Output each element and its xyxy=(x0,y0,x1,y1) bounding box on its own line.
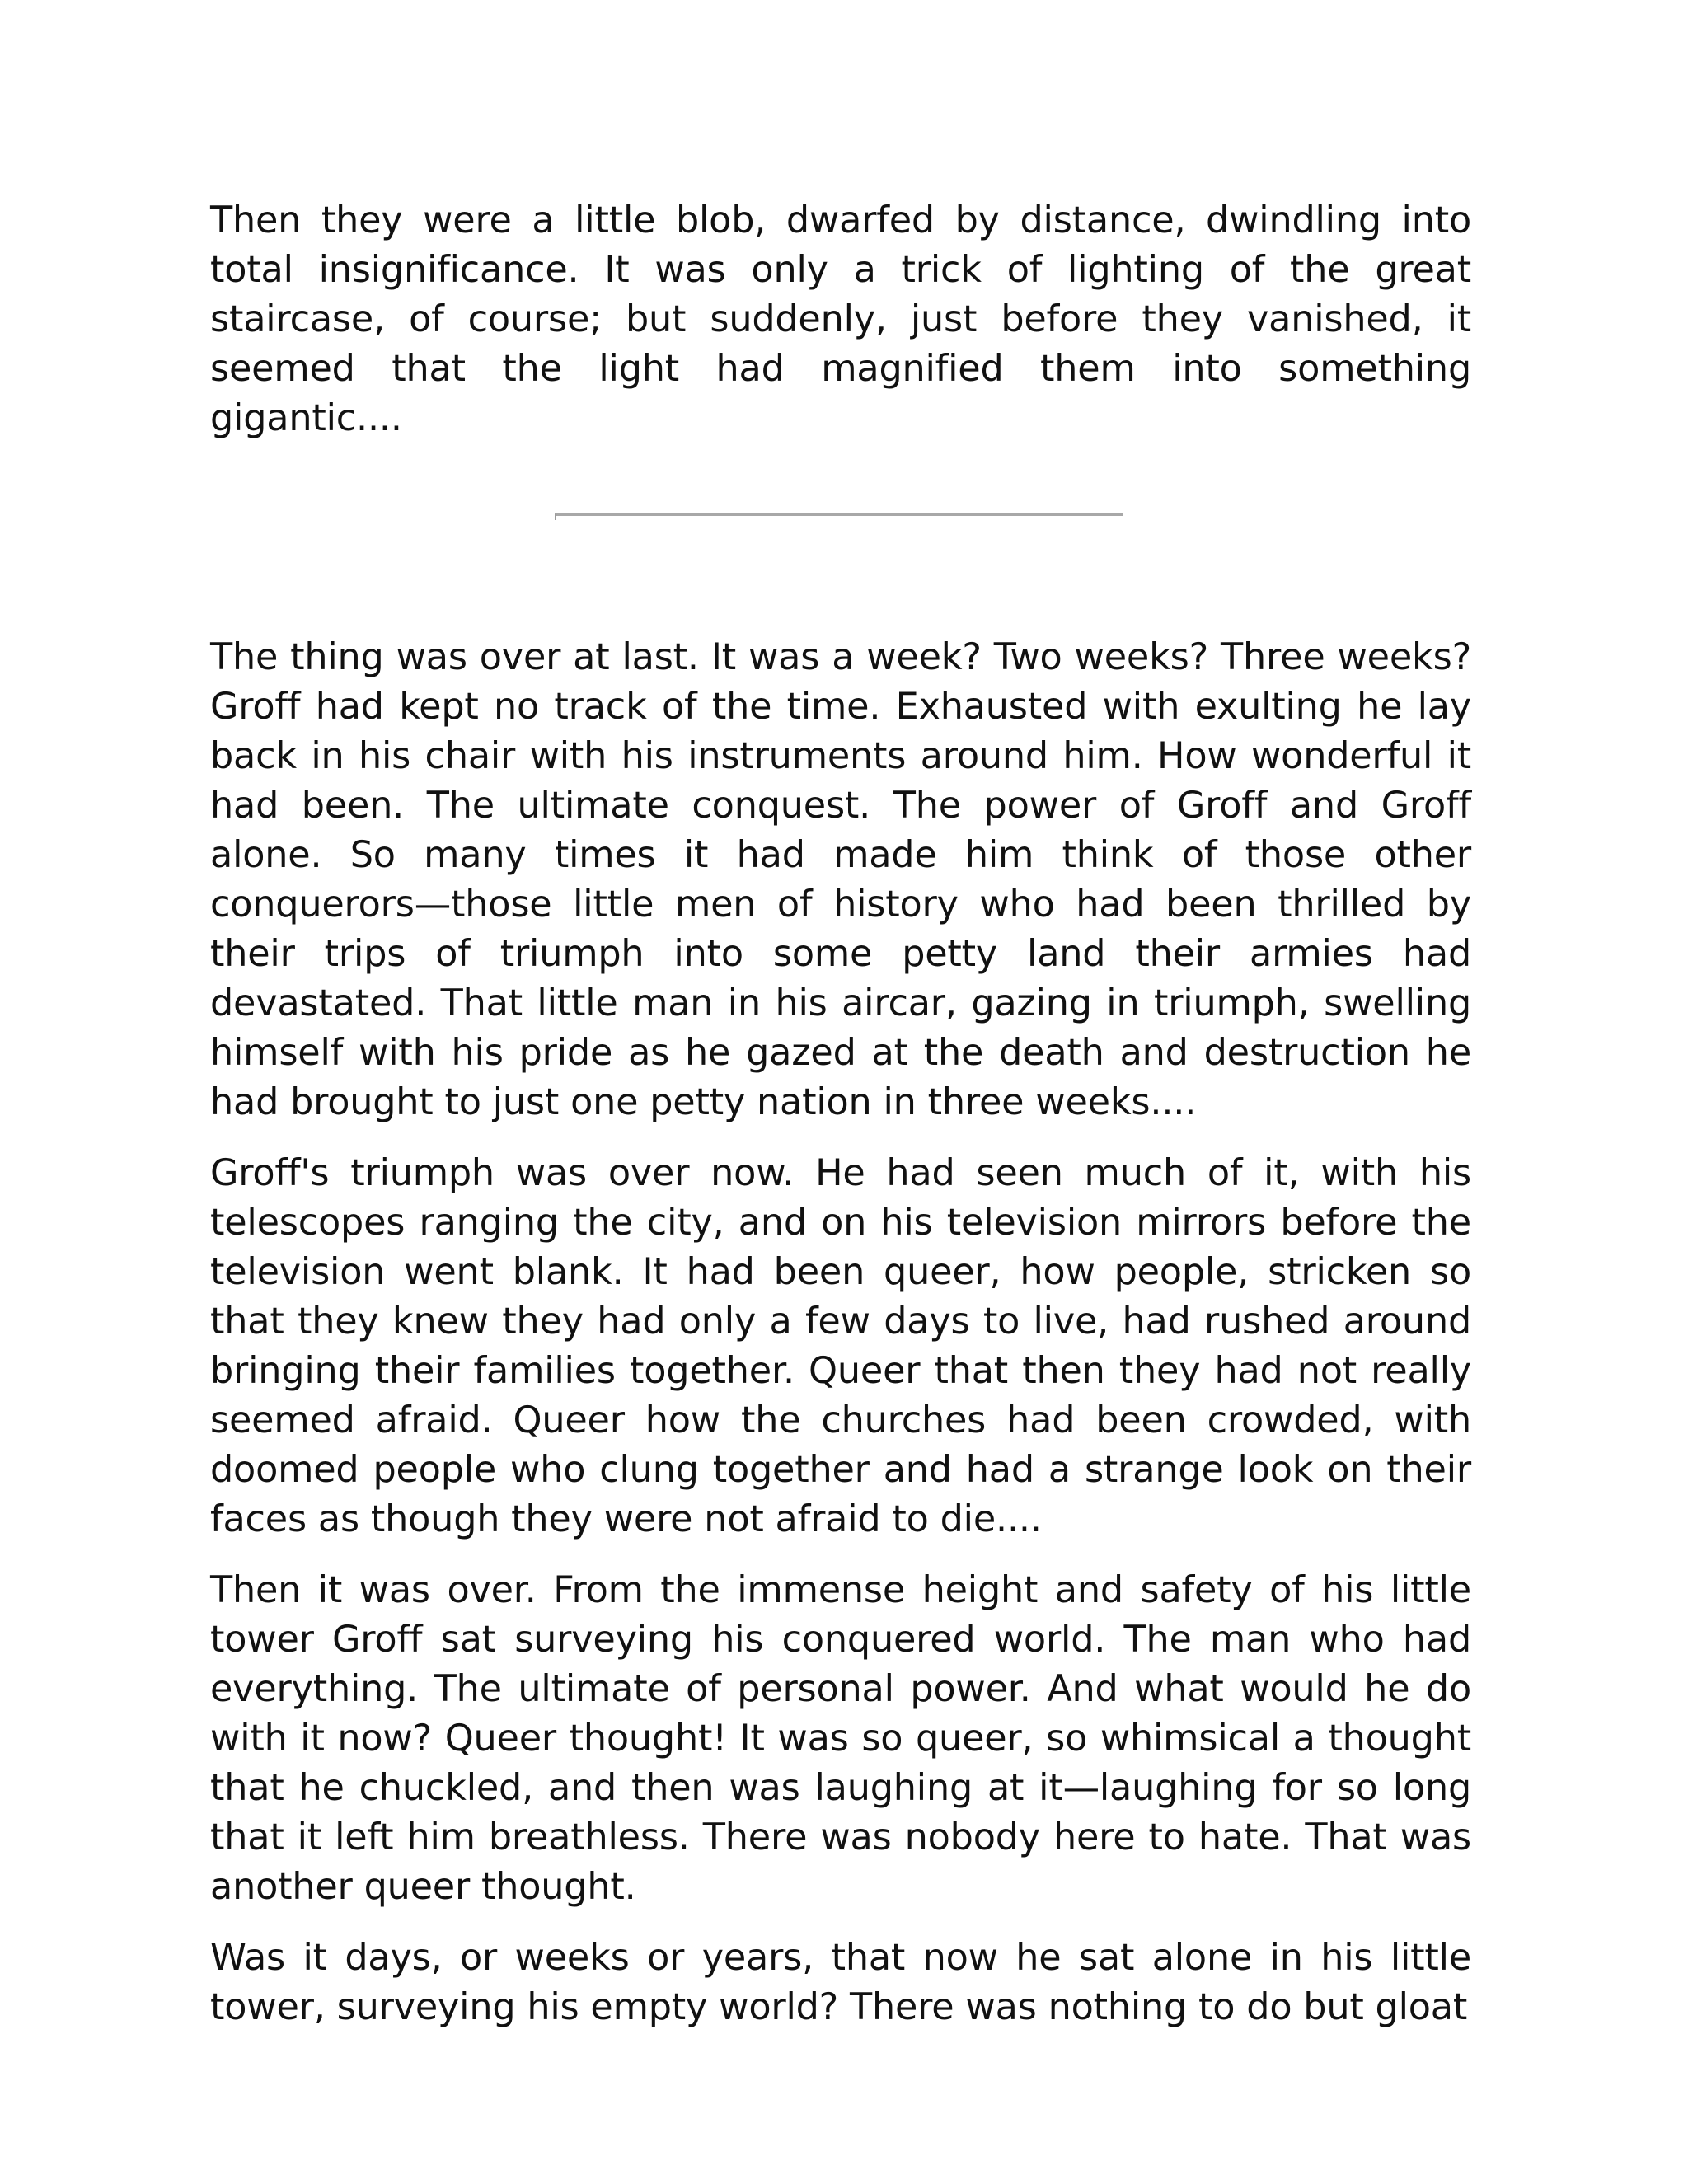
document-page xyxy=(210,196,1471,2032)
paragraph-1: Then they were a little blob, dwarfed by distance, dwindling into total insignificance. It was only a trick of lighting of the great staircase, of course; but suddenly, just before they vanished, it seemed that the light had magnified them into something gigantic.... xyxy=(210,199,1471,439)
paragraph-2: The thing was over at last. It was a week? Two weeks? Three weeks? Groff had kept no track of the time. Exhausted with exulting he lay back in his chair with his instruments around him. How wonderful it had been. The ultimate conquest. The power of Groff and Groff alone. So many times it had made him think of those other conquerors—those little men of history who had been thrilled by their trips of triumph into some petty land their armies had devastated. That little man in his aircar, gazing in triumph, swelling himself with his pride as he gazed at the death and destruction he had brought to just one petty nation in three weeks.... xyxy=(210,636,1471,1123)
section-divider xyxy=(555,513,1123,520)
paragraph-4: Then it was over. From the immense height and safety of his little tower Groff sat surveying his conquered world. The man who had everything. The ultimate of personal power. And what would he do with it now? Queer thought! It was so queer, so whimsical a thought that he chuckled, and then was laughing at it—laughing for so long that it left him breathless. There was nobody here to hate. That was another queer thought. xyxy=(210,1569,1471,1908)
paragraph-5: Was it days, or weeks or years, that now he sat alone in his little tower, surveying his empty world? There was nothing to do but gloat xyxy=(210,1937,1471,2028)
section-divider-area xyxy=(210,443,1471,633)
paragraph-3: Groff's triumph was over now. He had seen much of it, with his telescopes ranging the city, and on his television mirrors before the television went blank. It had been queer, how people, stricken so that they knew they had only a few days to live, had rushed around bringing their families together. Queer that then they had not really seemed afraid. Queer how the churches had been crowded, with doomed people who clung together and had a strange look on their faces as though they were not afraid to die.... xyxy=(210,1152,1471,1540)
